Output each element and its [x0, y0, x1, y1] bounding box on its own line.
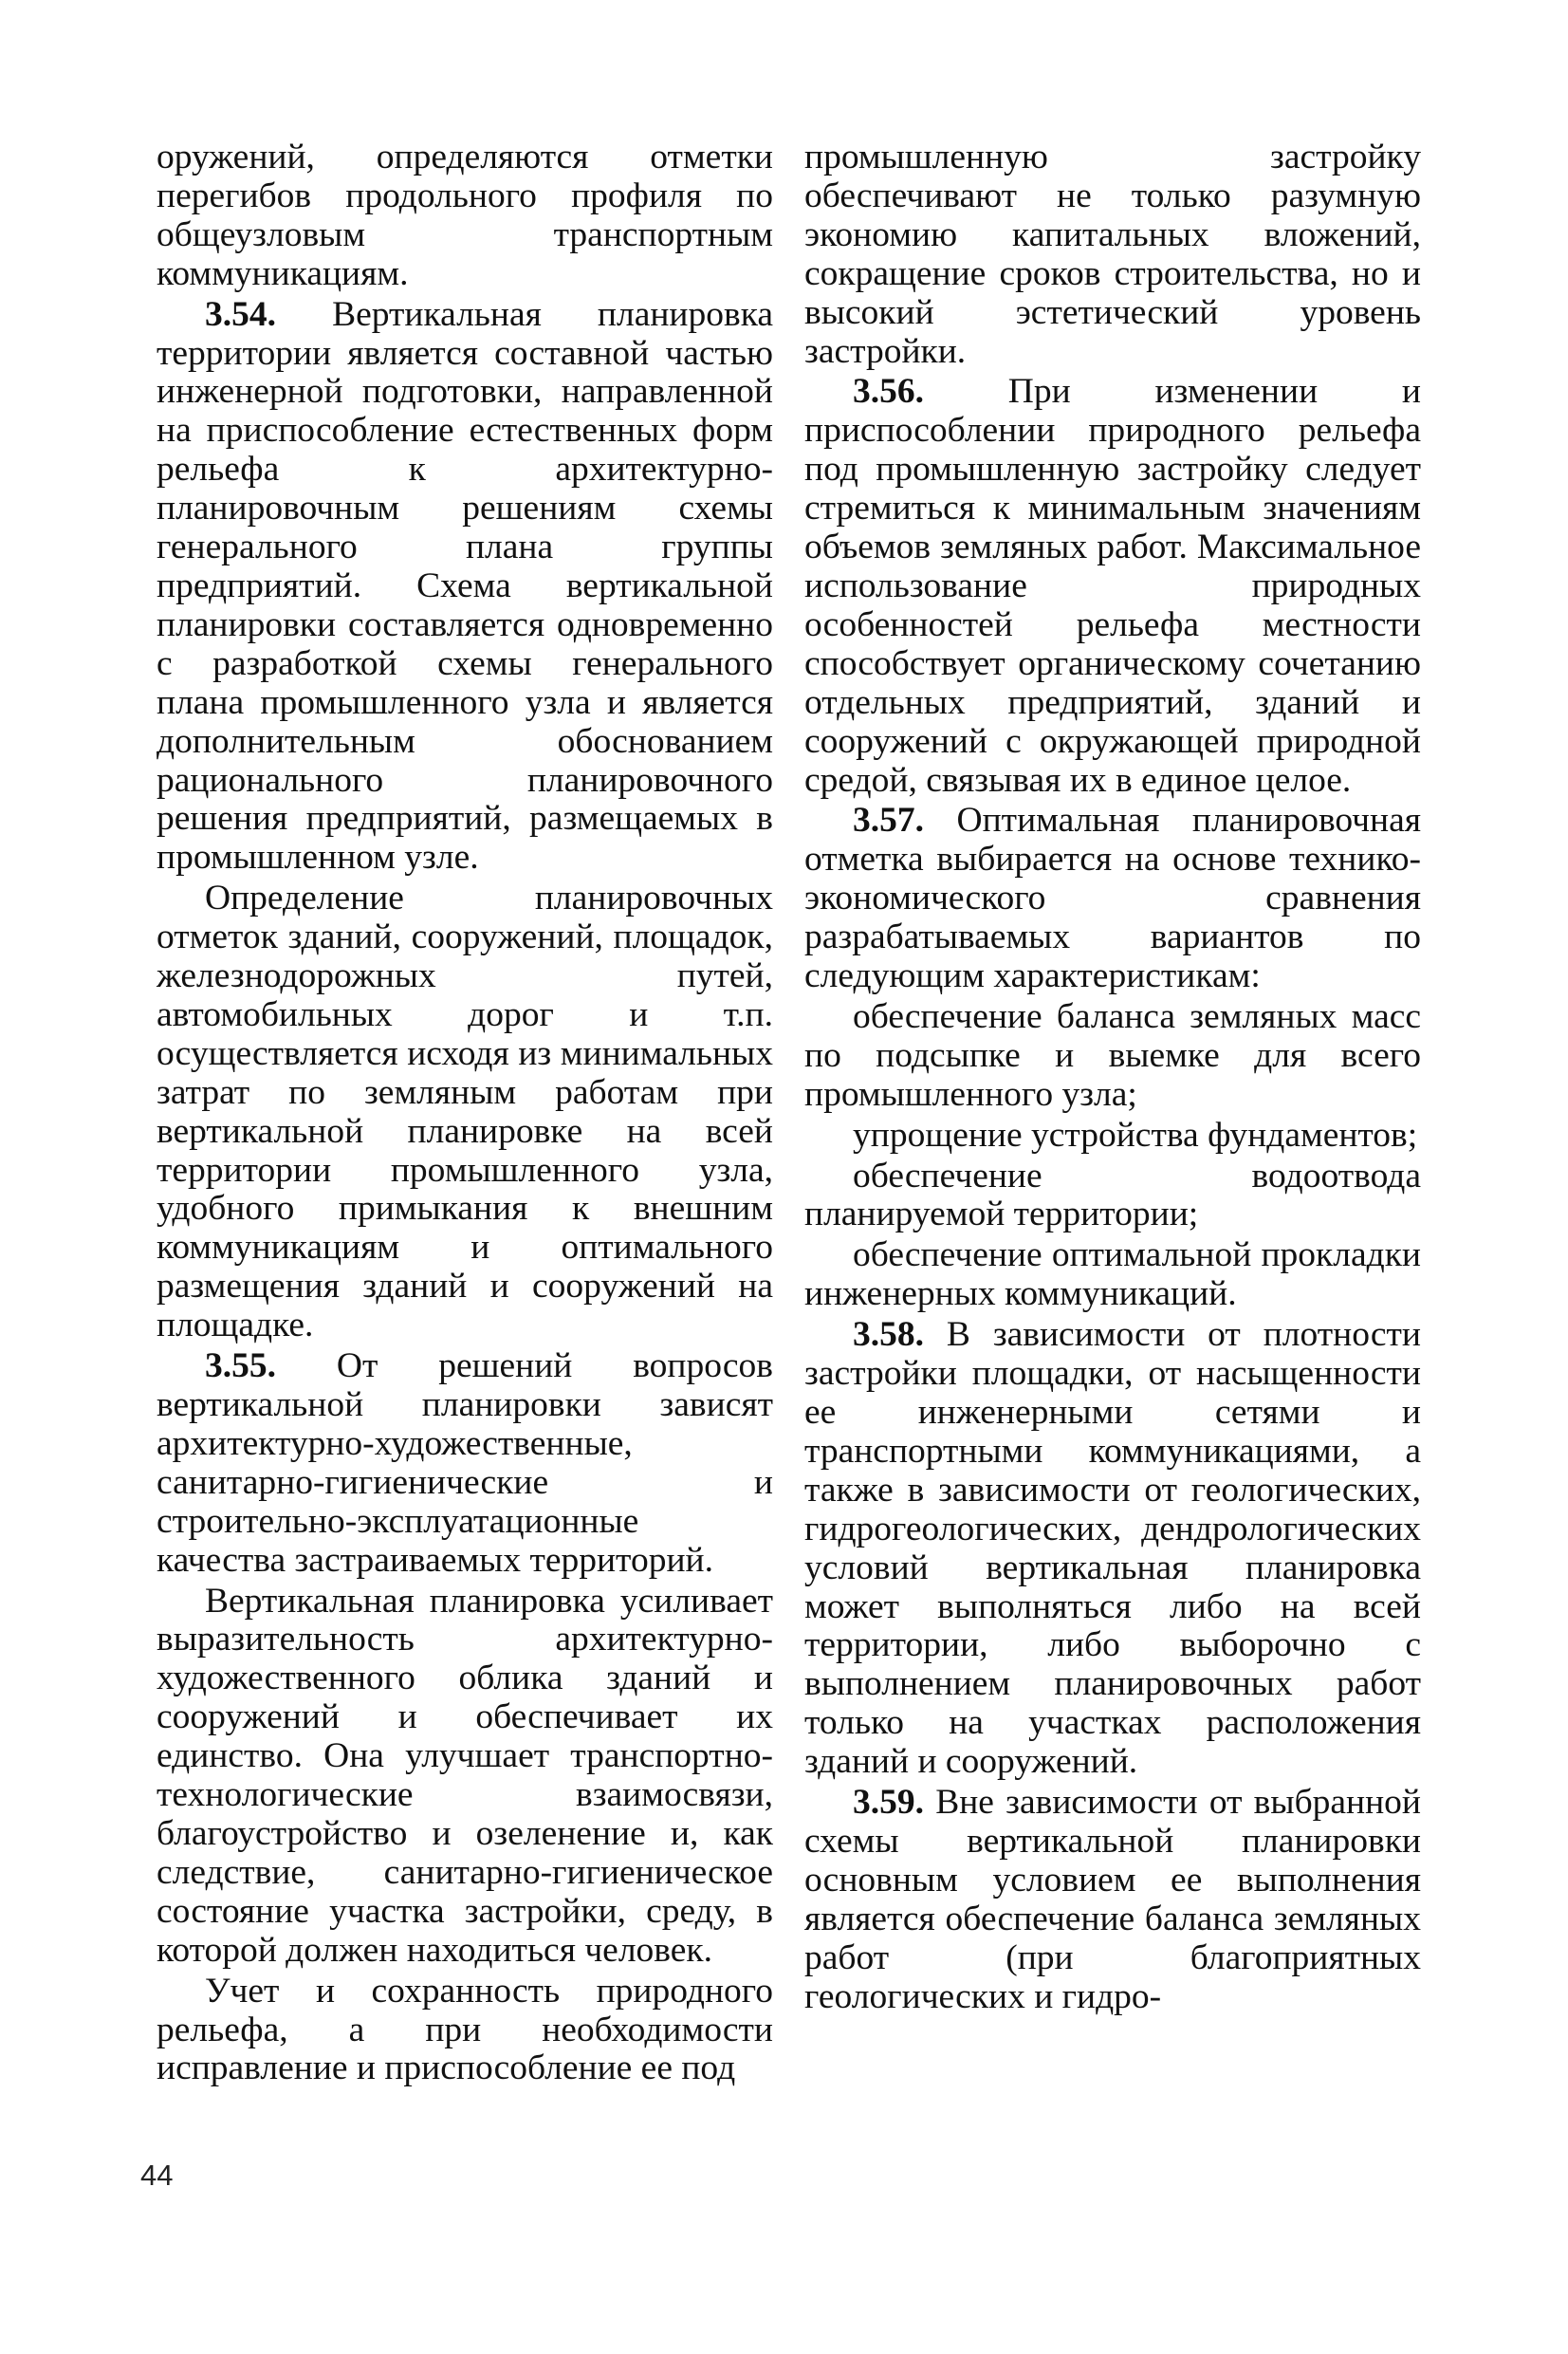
paragraph-uchet: Учет и сохранность природного рельефа, а при необходимости исправление и приспособление ее под — [157, 1971, 773, 2088]
paragraph-vertikalnaya: Вертикальная планировка усиливает выразительность архитектурно-художественного облика зданий и сооружений и обеспечивает их единство. Она улучшает транспортно-технологические взаимосвязи, благоустройство и озеленение и, как следствие, санитарно-гигиеническое состояние участка застройки, среду, в которой должен находиться человек. — [157, 1581, 773, 1970]
list-item: обеспечение оптимальной прокладки инженерных коммуникаций. — [804, 1235, 1421, 1314]
section-number: 3.55. — [205, 1346, 276, 1386]
section-text: При изменении и приспособлении природного рельефа под промышленную застройку следует стремиться к минимальным значениям объемов земляных работ. Максимальное использование природных особенностей рельефа местности способствует органическому сочетанию отдельных предприятий, зданий и сооружений с окружающей природной средой, связывая их в единое целое. — [804, 372, 1421, 800]
right-column — [804, 139, 1421, 2017]
paragraph-continuation: оружений, определяются отметки перегибов продольного профиля по общеузловым транспортным коммуникациям. — [157, 138, 773, 293]
section-number: 3.59. — [853, 1783, 924, 1823]
section-text: В зависимости от плотности застройки площадки, от насыщенности ее инженерными сетями и транспортными коммуникациями, а также в зависимости от геологических, гидрогеологических, дендрологических условий вертикальная планировка может выполняться либо на всей территории, либо выборочно с выполнением планировочных работ только на участках расположения зданий и сооружений. — [804, 1315, 1421, 1782]
section-3-56 — [804, 373, 1421, 800]
page-number: 44 — [140, 2159, 174, 2192]
section-3-59 — [804, 1784, 1421, 2016]
section-text: Вне зависимости от выбранной схемы вертикальной планировки основным условием ее выполнения является обеспечение баланса земляных работ (при благоприятных геологических и гидро- — [804, 1783, 1421, 2016]
section-3-58 — [804, 1316, 1421, 1782]
section-number: 3.56. — [853, 372, 924, 412]
list-item: обеспечение водоотвода планируемой территории; — [804, 1156, 1421, 1234]
section-number: 3.57. — [853, 801, 924, 841]
section-number: 3.58. — [853, 1315, 924, 1355]
list-item: упрощение устройства фундаментов; — [853, 1115, 1418, 1155]
section-3-57 — [804, 802, 1421, 996]
list-item: обеспечение баланса земляных масс по подсыпке и выемке для всего промышленного узла; — [804, 996, 1421, 1114]
section-text: Вертикальная планировка территории является составной частью инженерной подготовки, направленной на приспособление естественных форм рельефа к архитектурно-планировочным решениям схемы генерального плана группы предприятий. Схема вертикальной планировки составляется одновременно с разработкой схемы генерального плана промышленного узла и является дополнительным обоснованием рационального планировочного решения предприятий, размещаемых в промышленном узле. — [157, 294, 773, 878]
section-text: От решений вопросов вертикальной планировки зависят архитектурно-художественные, санитарно-гигиенические и строительно-эксплуатационные качества застраиваемых территорий. — [157, 1346, 773, 1580]
section-3-54 — [157, 296, 773, 879]
section-number: 3.54. — [205, 294, 276, 334]
paragraph-opredelenie: Определение планировочных отметок зданий, сооружений, площадок, железнодорожных путей, автомобильных дорог и т.п. осуществляется исходя из минимальных затрат по земляным работам при вертикальной планировке на всей территории промышленного узла, удобного примыкания к внешним коммуникациям и оптимального размещения зданий и сооружений на площадке. — [157, 879, 773, 1345]
paragraph-continuation: промышленную застройку обеспечивают не только разумную экономию капитальных вложений, сокращение сроков строительства, но и высокий эстетический уровень застройки. — [804, 138, 1421, 371]
section-3-55 — [157, 1347, 773, 1580]
section-text: Оптимальная планировочная отметка выбирается на основе технико-экономического сравнения разрабатываемых вариантов по следующим характеристикам: — [804, 801, 1421, 996]
left-column — [157, 139, 773, 2088]
